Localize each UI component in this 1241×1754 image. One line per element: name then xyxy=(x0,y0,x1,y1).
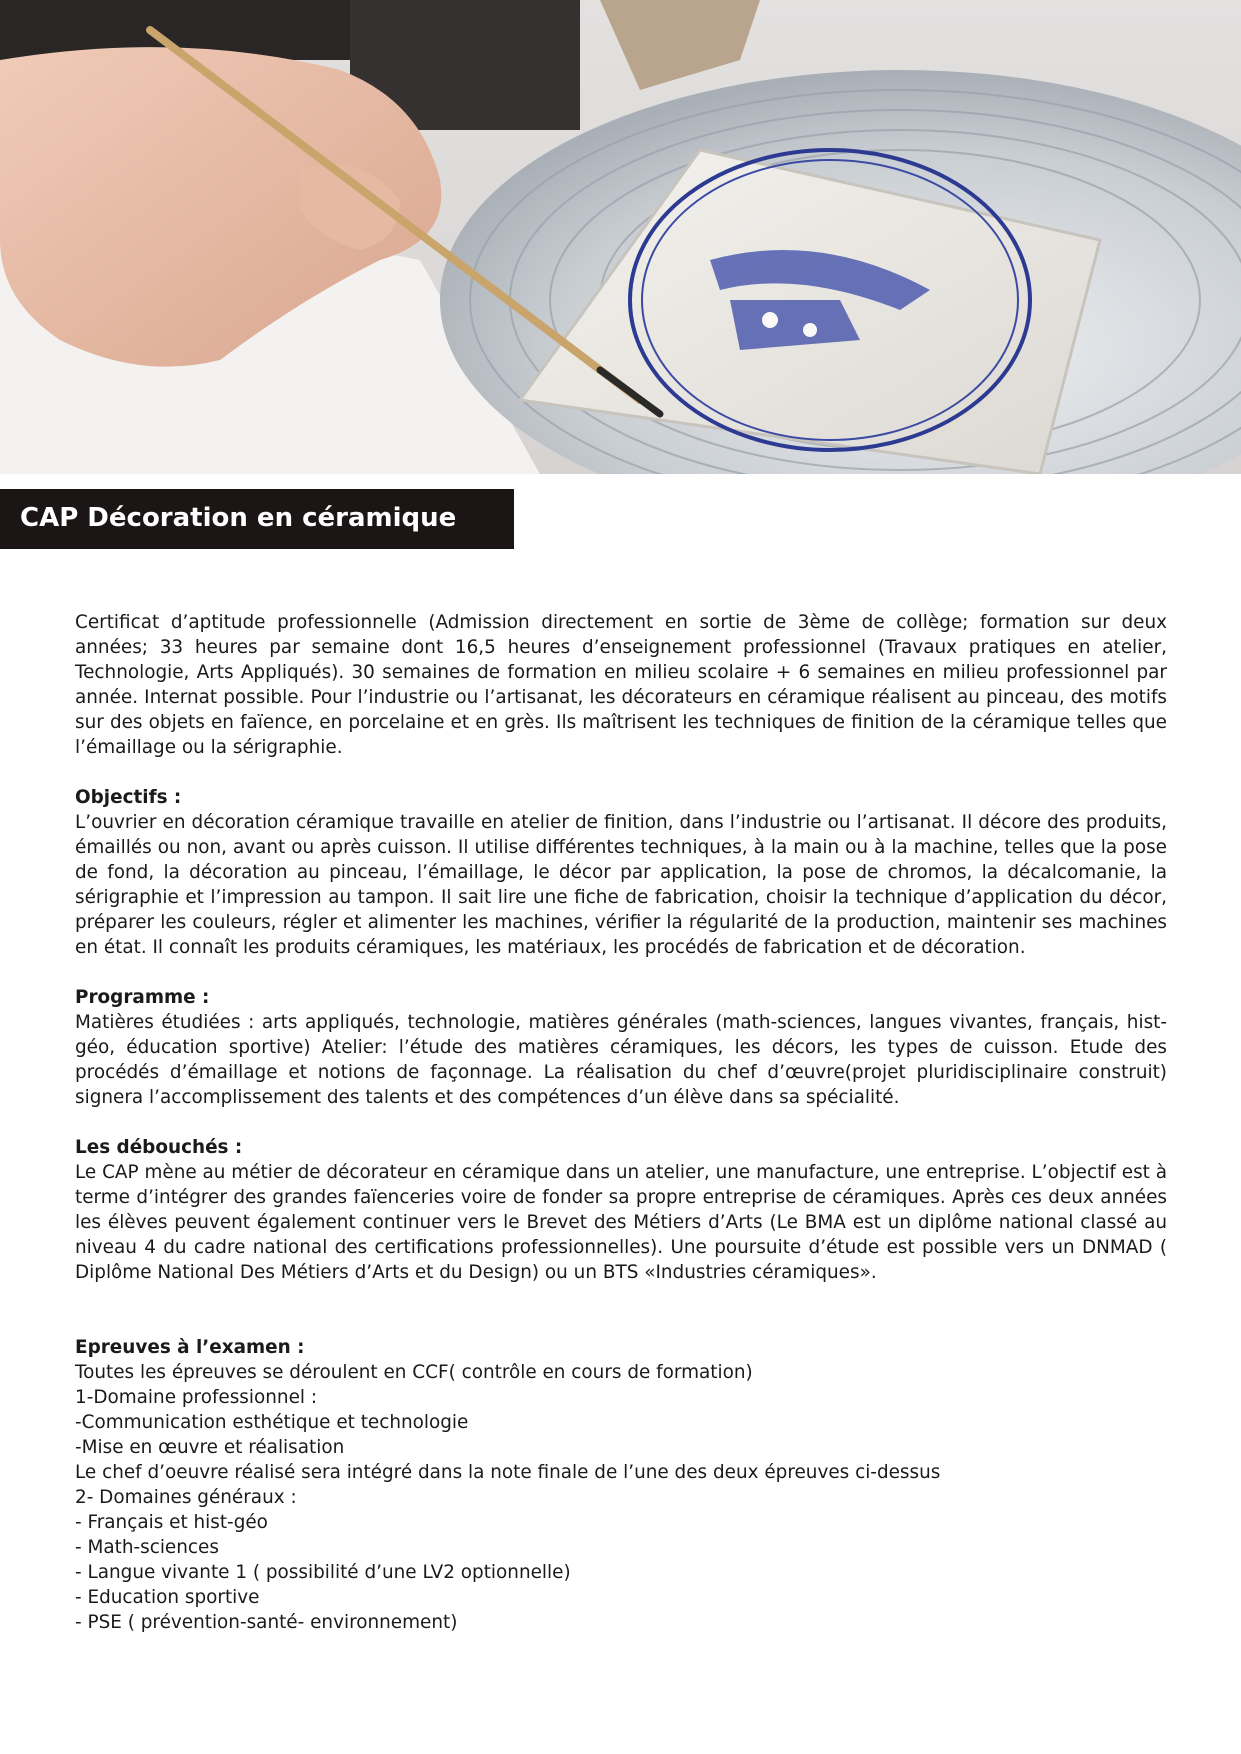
epreuves-line: - Français et hist-géo xyxy=(75,1512,268,1533)
epreuves-line: -Communication esthétique et technologie xyxy=(75,1412,469,1433)
epreuves-line: - PSE ( prévention-santé- environnement) xyxy=(75,1612,458,1633)
debouches-paragraph: Le CAP mène au métier de décorateur en céramique dans un atelier, une manufacture, une entreprise. L’objectif est à terme d’intégrer des grandes faïenceries voire de fonder sa propre entreprise de céramiques. Après ces deux années les élèves peuvent également continuer vers le Brevet des Métiers d’Arts (Le BMA est un diplôme national classé au niveau 4 du cadre national des certifications professionnelles). Une poursuite d’étude est possible vers un DNMAD ( Diplôme National Des Métiers d’Arts et du Design) ou un BTS «Industries céramiques». xyxy=(75,1162,1167,1283)
epreuves-line: 1-Domaine professionnel : xyxy=(75,1387,318,1408)
epreuves-line: - Math-sciences xyxy=(75,1537,219,1558)
objectifs-heading: Objectifs : xyxy=(75,787,182,808)
intro-paragraph: Certificat d’aptitude professionnelle (Admission directement en sortie de 3ème de collège; formation sur deux années; 33 heures par semaine dont 16,5 heures d’enseignement professionnel (Travaux pratiques en atelier, Technologie, Arts Appliqués). 30 semaines de formation en milieu scolaire + 6 semaines en milieu professionnel par année. Internat possible. Pour l’industrie ou l’artisanat, les décorateurs en céramique réalisent au pinceau, des motifs sur des objets en faïence, en porcelaine et en grès. Ils maîtrisent les techniques de finition de la céramique telles que l’émaillage ou la sérigraphie. xyxy=(75,612,1167,758)
epreuves-line: Le chef d’oeuvre réalisé sera intégré dans la note finale de l’une des deux épreuves ci-dessus xyxy=(75,1462,941,1483)
epreuves-line: -Mise en œuvre et réalisation xyxy=(75,1437,345,1458)
programme-heading: Programme : xyxy=(75,987,210,1008)
objectifs-paragraph: L’ouvrier en décoration céramique travaille en atelier de finition, dans l’industrie ou l’artisanat. Il décore des produits, émaillés ou non, avant ou après cuisson. Il utilise différentes techniques, à la main ou à la machine, telles que la pose de fond, la décoration au pinceau, l’émaillage, le décor par application, la pose de chromos, la décalcomanie, la sérigraphie et l’impression au tampon. Il sait lire une fiche de fabrication, choisir la technique d’application du décor, préparer les couleurs, régler et alimenter les machines, vérifier la régularité de la production, maintenir ses machines en état. Il connaît les produits céramiques, les matériaux, les procédés de fabrication et de décoration. xyxy=(75,812,1167,958)
page-title: CAP Décoration en céramique xyxy=(20,503,457,533)
debouches-heading: Les débouchés : xyxy=(75,1137,243,1158)
epreuves-heading: Epreuves à l’examen : xyxy=(75,1337,305,1358)
epreuves-line: - Education sportive xyxy=(75,1587,260,1608)
epreuves-line: Toutes les épreuves se déroulent en CCF( contrôle en cours de formation) xyxy=(75,1362,753,1383)
title-banner xyxy=(0,489,514,549)
epreuves-line: 2- Domaines généraux : xyxy=(75,1487,297,1508)
programme-paragraph: Matières étudiées : arts appliqués, technologie, matières générales (math-sciences, langues vivantes, français, hist-géo, éducation sportive) Atelier: l’étude des matières céramiques, les décors, les types de cuisson. Etude des procédés d’émaillage et notions de façonnage. La réalisation du chef d’œuvre(projet pluridisciplinaire construit) signera l’accomplissement des talents et des compétences d’un élève dans sa spécialité. xyxy=(75,1012,1167,1108)
content-body xyxy=(75,610,1167,1635)
hero-photo xyxy=(0,0,1241,474)
epreuves-line: - Langue vivante 1 ( possibilité d’une LV2 optionnelle) xyxy=(75,1562,571,1583)
